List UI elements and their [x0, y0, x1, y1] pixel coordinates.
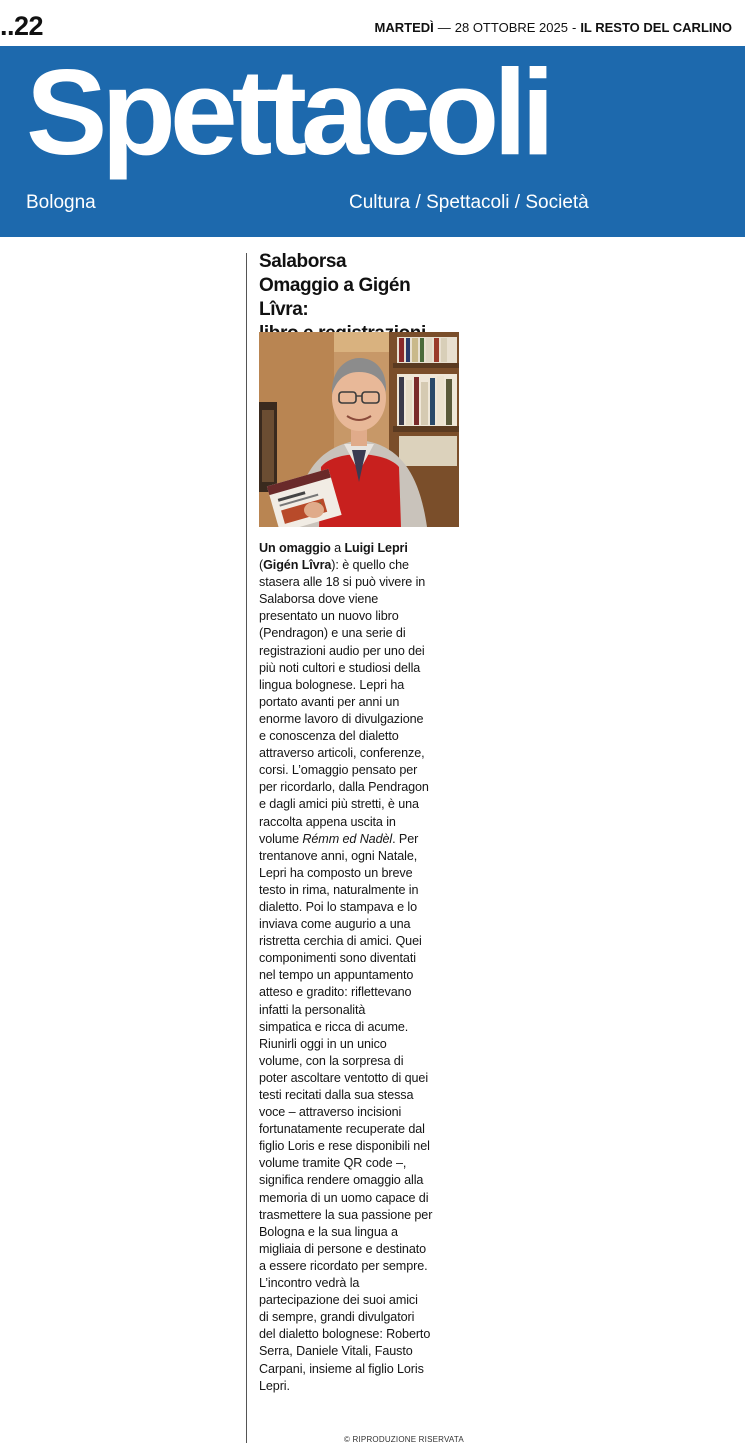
body-line: inviava come augurio a una: [259, 917, 411, 932]
body-text-run: ): è quello che: [331, 558, 409, 573]
body-line: (Pendragon) e una serie di: [259, 626, 406, 641]
body-line: volume tramite QR code –,: [259, 1156, 407, 1171]
dateline: [375, 20, 732, 35]
body-line: trasmettere la sua passione per: [259, 1207, 433, 1222]
body-line: significa rendere omaggio alla: [259, 1173, 424, 1188]
section-categories: Cultura / Spettacoli / Società: [349, 192, 589, 213]
body-text-run: . Per: [392, 831, 419, 846]
weekday: MARTEDÌ: [374, 20, 434, 35]
article: [259, 250, 460, 1393]
body-line: più noti cultori e studiosi della: [259, 660, 421, 675]
page-number: ..22: [0, 11, 44, 41]
body-line: volume, con la sorpresa di: [259, 1053, 404, 1068]
body-line: Salaborsa dove viene: [259, 592, 379, 607]
body-line: Bologna e la sua lingua a: [259, 1224, 398, 1239]
body-line: [259, 831, 460, 848]
body-line: enorme lavoro di divulgazione: [259, 711, 424, 726]
body-line: di sempre, grandi divulgatori: [259, 1310, 415, 1325]
body-line: memoria di un uomo capace di: [259, 1190, 429, 1205]
body-line: testo in rima, naturalmente in: [259, 882, 419, 897]
portrait-illustration: [259, 332, 459, 527]
section-city: Bologna: [26, 192, 96, 213]
body-line: e dagli amici più stretti, è una: [259, 797, 419, 812]
body-line: fortunatamente recuperate dal: [259, 1122, 425, 1137]
body-line: Carpani, insieme al figlio Loris: [259, 1361, 424, 1376]
headline-line: Salaborsa: [259, 251, 347, 272]
book-title: Rémm ed Nadèl: [302, 831, 393, 846]
body-line: del dialetto bolognese: Roberto: [259, 1327, 431, 1342]
body-text-run: volume: [259, 831, 303, 846]
body-bold: Gigén Lîvra: [263, 558, 332, 573]
body-line: Lepri ha composto un breve: [259, 865, 413, 880]
body-line: [259, 540, 460, 557]
body-line: figlio Loris e rese disponibili nel: [259, 1139, 430, 1154]
body-bold: Luigi Lepri: [344, 541, 408, 555]
body-line: simpatica e ricca di acume.: [259, 1019, 409, 1034]
body-line: componimenti sono diventati: [259, 951, 416, 966]
body-line: stasera alle 18 si può vivere in: [259, 575, 426, 590]
body-line: [259, 557, 460, 574]
body-line: portato avanti per anni un: [259, 694, 400, 709]
body-line: presentato un nuovo libro: [259, 609, 399, 624]
body-line: per ricordarlo, dalla Pendragon: [259, 780, 429, 795]
body-line: poter ascoltare ventotto di quei: [259, 1070, 429, 1085]
body-line: registrazioni audio per uno dei: [259, 643, 425, 658]
body-line: nel tempo un appuntamento: [259, 968, 414, 983]
date: 28 OTTOBRE 2025: [454, 20, 568, 35]
body-line: Lepri.: [259, 1378, 290, 1393]
body-line: lingua bolognese. Lepri ha: [259, 677, 405, 692]
body-line: dialetto. Poi lo stampava e lo: [259, 899, 418, 914]
section-banner: [0, 46, 745, 237]
body-line: attraverso articoli, conferenze,: [259, 746, 425, 761]
body-text-run: a: [330, 541, 345, 555]
body-line: infatti la personalità: [259, 1002, 366, 1017]
article-body: [259, 540, 460, 1395]
body-line: corsi. L’omaggio pensato per: [259, 763, 418, 778]
body-line: L’incontro vedrà la: [259, 1276, 360, 1291]
body-text-run: (: [259, 558, 264, 573]
body-line: atteso e gradito: riflettevano: [259, 985, 412, 1000]
body-line: Riunirli oggi in un unico: [259, 1036, 387, 1051]
body-line: raccolta appena uscita in: [259, 814, 396, 829]
body-line: trentanove anni, ogni Natale,: [259, 848, 418, 863]
section-title: Spettacoli: [26, 46, 550, 180]
newspaper-name: IL RESTO DEL CARLINO: [580, 20, 732, 35]
dateline-separator: -: [571, 20, 577, 35]
copyright-notice: © RIPRODUZIONE RISERVATA: [344, 1435, 464, 1444]
body-line: ristretta cerchia di amici. Quei: [259, 934, 422, 949]
body-line: migliaia di persone e destinato: [259, 1241, 427, 1256]
body-line: Serra, Daniele Vitali, Fausto: [259, 1344, 413, 1359]
body-line: a essere ricordato per sempre.: [259, 1258, 428, 1273]
body-bold: Un omaggio: [259, 541, 331, 555]
body-line: e conoscenza del dialetto: [259, 729, 399, 744]
body-line: testi recitati dalla sua stessa: [259, 1088, 414, 1102]
body-line: partecipazione dei suoi amici: [259, 1293, 418, 1308]
dateline-dash: —: [437, 20, 451, 35]
column-divider: [246, 253, 247, 1443]
page-header: [0, 0, 745, 46]
body-line: voce – attraverso incisioni: [259, 1105, 402, 1120]
headline-line: Omaggio a Gigén Lîvra:: [259, 275, 411, 320]
article-photo: [259, 332, 459, 527]
